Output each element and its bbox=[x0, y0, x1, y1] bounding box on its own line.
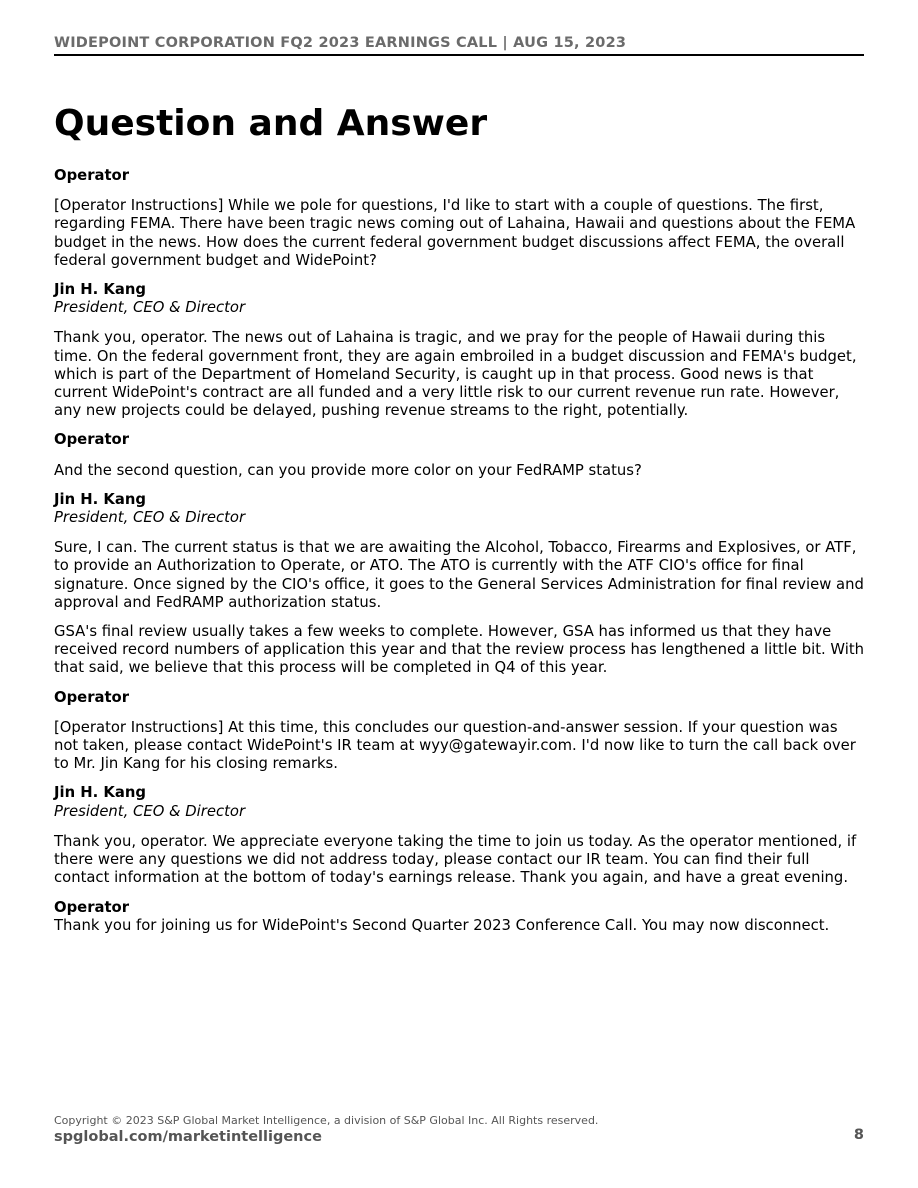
remark bbox=[54, 899, 866, 935]
document-header: WIDEPOINT CORPORATION FQ2 2023 EARNINGS CALL | AUG 15, 2023 bbox=[54, 34, 864, 56]
remark-paragraph: Sure, I can. The current status is that we are awaiting the Alcohol, Tobacco, Firearms and Explosives, or ATF, to provide an Authorization to Operate, or ATO. The ATO is currently with the ATF CIO's office for final signature. Once signed by the CIO's office, it goes to the General Services Administration for final review and approval and FedRAMP authorization status. bbox=[54, 539, 864, 611]
remark bbox=[54, 329, 866, 420]
speaker-role: President, CEO & Director bbox=[54, 802, 246, 820]
remark-paragraph: And the second question, can you provide more color on your FedRAMP status? bbox=[54, 461, 642, 479]
speaker-block bbox=[54, 431, 866, 449]
remark bbox=[54, 539, 866, 612]
speaker-block bbox=[54, 689, 866, 707]
footer-copyright: Copyright © 2023 S&P Global Market Intelligence, a division of S&P Global Inc. All Rights reserved. bbox=[54, 1114, 599, 1127]
speaker-block bbox=[54, 167, 866, 185]
speaker-name: Operator bbox=[54, 688, 130, 706]
speaker-name: Jin H. Kang bbox=[54, 281, 146, 299]
remark bbox=[54, 719, 866, 774]
speaker-block bbox=[54, 281, 866, 317]
remark-paragraph: Thank you for joining us for WidePoint's Second Quarter 2023 Conference Call. You may now disconnect. bbox=[54, 916, 830, 934]
remark-paragraph: [Operator Instructions] At this time, this concludes our question-and-answer session. If your question was not taken, please contact WidePoint's IR team at wyy@gatewayir.com. I'd now like to turn the call back over to Mr. Jin Kang for his closing remarks. bbox=[54, 718, 856, 773]
transcript bbox=[54, 167, 866, 946]
remark bbox=[54, 462, 866, 480]
speaker-name: Operator bbox=[54, 898, 130, 916]
speaker-name: Jin H. Kang bbox=[54, 490, 146, 508]
footer-url: spglobal.com/marketintelligence bbox=[54, 1129, 322, 1145]
speaker-role: President, CEO & Director bbox=[54, 509, 246, 527]
page-number: 8 bbox=[853, 1127, 864, 1143]
remark bbox=[54, 197, 866, 270]
remark bbox=[54, 833, 866, 888]
speaker-block bbox=[54, 784, 866, 820]
speaker-role: President, CEO & Director bbox=[54, 299, 246, 317]
remark-paragraph: GSA's final review usually takes a few weeks to complete. However, GSA has informed us that they have received record numbers of application this year and that the review process has lengthened a little bit. With that said, we believe that this process will be completed in Q4 of this year. bbox=[54, 623, 865, 677]
page-title: Question and Answer bbox=[54, 103, 488, 144]
speaker-block bbox=[54, 491, 866, 527]
remark-paragraph: [Operator Instructions] While we pole for questions, I'd like to start with a couple of questions. The first, regarding FEMA. There have been tragic news coming out of Lahaina, Hawaii and questions about the FEMA budget in the news. How does the current federal government budget discussions affect FEMA, the overall federal government budget and WidePoint? bbox=[54, 197, 856, 269]
speaker-name: Jin H. Kang bbox=[54, 784, 146, 802]
remark-paragraph: Thank you, operator. The news out of Lahaina is tragic, and we pray for the people of Hawaii during this time. On the federal government front, they are again embroiled in a budget discussion and FEMA's budget, which is part of the Department of Homeland Security, is caught up in that process. Good news is that current WidePoint's contract are all funded and a very little risk to our current revenue run rate. However, any new projects could be delayed, pushing revenue streams to the right, potentially. bbox=[54, 329, 857, 420]
speaker-name: Operator bbox=[54, 431, 130, 449]
remark-paragraph: Thank you, operator. We appreciate everyone taking the time to join us today. As the operator mentioned, if there were any questions we did not address today, please contact our IR team. You can find their full contact information at the bottom of today's earnings release. Thank you again, and have a great evening. bbox=[54, 832, 857, 887]
speaker-name: Operator bbox=[54, 167, 130, 184]
remark bbox=[54, 623, 866, 678]
